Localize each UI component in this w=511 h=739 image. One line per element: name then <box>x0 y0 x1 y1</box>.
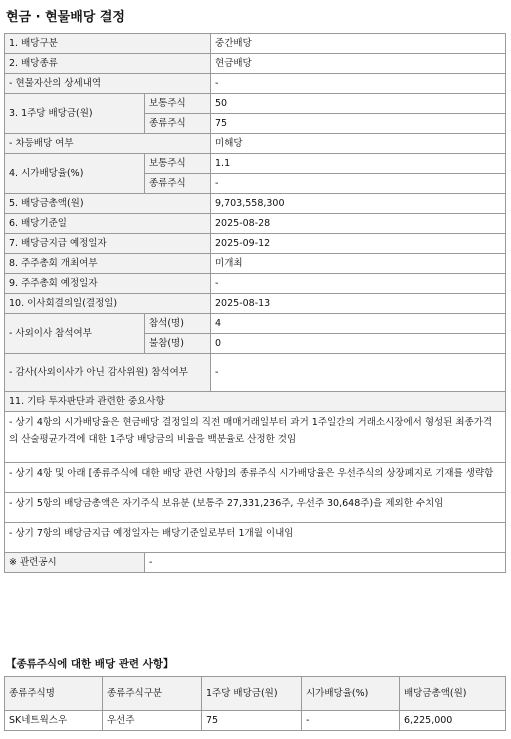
row-value: - <box>211 274 506 294</box>
row-label: 5. 배당금총액(원) <box>5 194 211 214</box>
row-value: - <box>211 74 506 94</box>
row-value: 1.1 <box>211 154 506 174</box>
table-cell: 우선주 <box>103 711 202 731</box>
table-row <box>5 392 506 412</box>
column-header: 1주당 배당금(원) <box>202 677 302 711</box>
row-value: 2025-09-12 <box>211 234 506 254</box>
row-value: 2025-08-13 <box>211 294 506 314</box>
table-row <box>5 94 506 114</box>
section-label: 11. 기타 투자판단과 관련한 중요사항 <box>5 392 506 412</box>
row-label: 3. 1주당 배당금(원) <box>5 94 145 134</box>
table-cell: SK네트웍스우 <box>5 711 103 731</box>
column-header: 시가배당율(%) <box>302 677 400 711</box>
section-heading: 【종류주식에 대한 배당 관련 사항】 <box>6 658 174 670</box>
row-value: - <box>211 174 506 194</box>
column-header: 종류주식명 <box>5 677 103 711</box>
row-label: - 사외이사 참석여부 <box>5 314 145 354</box>
table-row <box>5 194 506 214</box>
table-row <box>5 463 506 493</box>
note-text: - 상기 4항 및 아래 [종류주식에 대한 배당 관련 사항]의 종류주식 시가배당율은 우선주식의 상장폐지로 기재를 생략함 <box>5 463 506 493</box>
row-value: 미해당 <box>211 134 506 154</box>
row-label: 10. 이사회결의일(결정일) <box>5 294 211 314</box>
row-label: 4. 시가배당율(%) <box>5 154 145 194</box>
row-label: - 감사(사외이사가 아닌 감사위원) 참석여부 <box>5 354 211 392</box>
table-header-row <box>5 677 506 711</box>
table-row <box>5 523 506 553</box>
table-row <box>5 54 506 74</box>
table-row <box>5 74 506 94</box>
table-row <box>5 553 506 573</box>
row-label: 9. 주주총회 예정일자 <box>5 274 211 294</box>
row-value: 현금배당 <box>211 54 506 74</box>
class-share-dividend-table <box>4 676 506 731</box>
note-text: - 상기 5항의 배당금총액은 자기주식 보유분 (보통주 27,331,236주, 우선주 30,648주)을 제외한 수치임 <box>5 493 506 523</box>
row-sublabel: 보통주식 <box>145 154 211 174</box>
row-value: 75 <box>211 114 506 134</box>
column-header: 배당금총액(원) <box>400 677 506 711</box>
table-row <box>5 711 506 731</box>
row-value: - <box>145 553 506 573</box>
row-label: - 현물자산의 상세내역 <box>5 74 211 94</box>
row-sublabel: 참석(명) <box>145 314 211 334</box>
row-label: - 차등배당 여부 <box>5 134 211 154</box>
table-row <box>5 234 506 254</box>
table-row <box>5 354 506 392</box>
table-cell: 6,225,000 <box>400 711 506 731</box>
row-sublabel: 불참(명) <box>145 334 211 354</box>
column-header: 종류주식구분 <box>103 677 202 711</box>
table-row <box>5 294 506 314</box>
row-sublabel: 종류주식 <box>145 114 211 134</box>
table-row <box>5 214 506 234</box>
row-label: ※ 관련공시 <box>5 553 145 573</box>
row-value: 중간배당 <box>211 34 506 54</box>
row-label: 6. 배당기준일 <box>5 214 211 234</box>
table-row <box>5 134 506 154</box>
row-sublabel: 보통주식 <box>145 94 211 114</box>
table-row <box>5 314 506 334</box>
row-value: 0 <box>211 334 506 354</box>
row-value: 50 <box>211 94 506 114</box>
table-row <box>5 493 506 523</box>
table-cell: - <box>302 711 400 731</box>
table-row <box>5 34 506 54</box>
row-value: - <box>211 354 506 392</box>
table-row <box>5 254 506 274</box>
table-row <box>5 274 506 294</box>
row-value: 9,703,558,300 <box>211 194 506 214</box>
row-value: 미개최 <box>211 254 506 274</box>
row-label: 8. 주주총회 개최여부 <box>5 254 211 274</box>
note-text: - 상기 7항의 배당금지급 예정일자는 배당기준일로부터 1개월 이내임 <box>5 523 506 553</box>
row-label: 7. 배당금지급 예정일자 <box>5 234 211 254</box>
table-cell: 75 <box>202 711 302 731</box>
row-value: 4 <box>211 314 506 334</box>
page-title: 현금 · 현물배당 결정 <box>6 10 125 25</box>
row-label: 2. 배당종류 <box>5 54 211 74</box>
table-row <box>5 154 506 174</box>
note-text: - 상기 4항의 시가배당율은 현금배당 결정일의 직전 매매거래일부터 과거 1주일간의 거래소시장에서 형성된 최종가격의 산술평균가격에 대한 1주당 배당금의 비율을 백분율로 산정한 것임 <box>5 412 506 463</box>
row-label: 1. 배당구분 <box>5 34 211 54</box>
dividend-decision-table <box>4 33 506 573</box>
row-sublabel: 종류주식 <box>145 174 211 194</box>
row-value: 2025-08-28 <box>211 214 506 234</box>
table-row <box>5 412 506 463</box>
